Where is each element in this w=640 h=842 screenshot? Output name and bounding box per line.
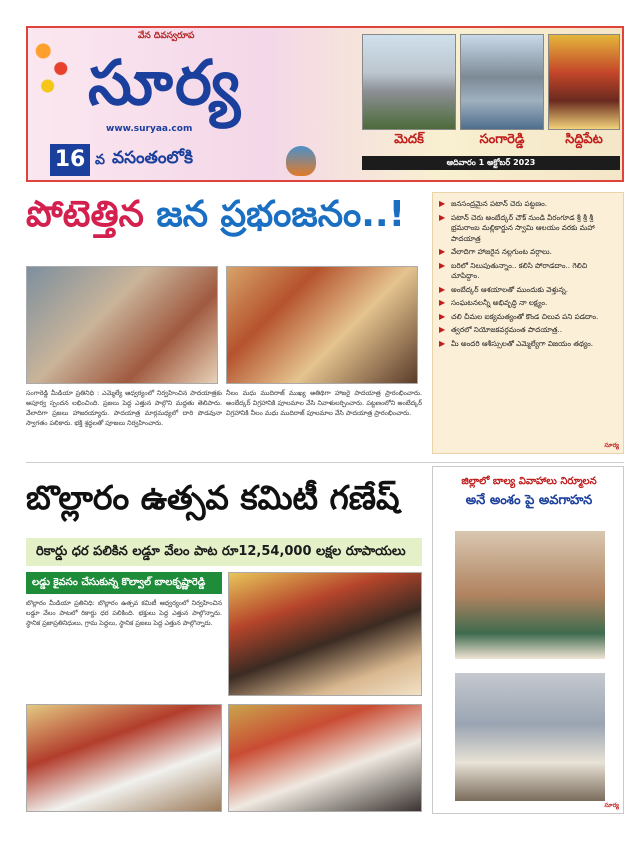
list-item: ▶ మీ అందరి ఆశీస్సులతో ఎమ్మెల్యేగా విజయం తథ్యం.: [439, 338, 594, 348]
masthead-tagline: వేన దివస్వరూప: [138, 31, 195, 41]
arrow-icon: ▶: [439, 311, 446, 321]
laddu-auction-subhead: రికార్డు ధర పలికిన లడ్డూ వేలం పాట రూ12,54,000 లక్షల రూపాయలు: [26, 538, 422, 566]
anniversary-number: 16: [50, 144, 90, 176]
place-caption-sangareddy: సంగారెడ్డి: [479, 132, 525, 147]
arrow-icon: ▶: [439, 212, 446, 222]
ganesh-idol-photo: [228, 572, 422, 696]
highlights-list: [433, 193, 623, 349]
list-item: ▶ పటాన్ చెరు అంబేద్కర్ చౌక్ నుండి వీరంగూడ శ్రీ శ్రీ శ్రీ భ్రమరాంబ మల్లికార్జున స్వామి ఆలయం వరకు మహా పాదయాత్ర: [439, 212, 595, 243]
top-story-body-right: నీలం మధు ముదిరాజ్ ముఖ్య అతిథిగా హాజరై పాదయాత్ర ప్రారంభించారు. అంబేద్కర్ విగ్రహానికి పూలమాల వేసి నివాళులర్పించారు. పట్టణంలోని అంబేద్కర్ విగ్రహానికి నీలం మధు ముదిరాజ్ పూలమాల వేసి పాదయాత్ర ప్రారంభించారు.: [226, 389, 422, 417]
meeting-hall-photo: [455, 673, 605, 801]
bird-illustration: [286, 146, 316, 176]
section-divider: [26, 462, 624, 463]
arrow-icon: ▶: [439, 338, 446, 348]
website-url[interactable]: www.suryaa.com: [106, 124, 193, 134]
rally-photo-right: [226, 266, 418, 384]
awareness-title-line2: అనే అంశం పై అవగాహన: [465, 493, 593, 508]
place-caption-medak: మెదక్: [394, 132, 424, 147]
ganesh-headline: బొల్లారం ఉత్సవ కమిటీ గణేష్: [26, 478, 400, 517]
siddipet-temple-photo: [548, 34, 620, 130]
issue-date: ఆదివారం 1 అక్టోబర్ 2023: [362, 156, 620, 170]
laddu-winner-label: లడ్డు కైవసం చేసుకున్న కొల్వాల్ బాలకృష్ణారెడ్డి: [26, 572, 222, 594]
list-item: ▶ వేలాదిగా హాజరైన నల్లగుంట వర్గాలు.: [439, 247, 552, 256]
ganesh-story-body: బొల్లారం మీడియా ప్రతినిధి: బొల్లారం ఉత్సవ కమిటీ ఆధ్వర్యంలో నిర్వహించిన లడ్డూ వేలం పాటలో రికార్డు ధర పలికింది. భక్తులు పెద్ద ఎత్తున పాల్గొన్నారు. స్థానిక ప్రజాప్రతినిధులు, గ్రామ పెద్దలు, స్థానిక ప్రజలు పెద్ద ఎత్తున పాల్గొన్నారు.: [26, 599, 222, 627]
top-headline: [26, 194, 426, 244]
top-story-body-left: సంగారెడ్డి మీడియా ప్రతినిధి : ఎమ్మెల్యే ఆధ్వర్యంలో నిర్వహించిన పాదయాత్రకు అపూర్వ స్పందన లభించింది. ప్రజలు పెద్ద ఎత్తున పాల్గొని మద్దతు తెలిపారు. వేలాదిగా ప్రజలు హాజరయ్యారు. పాదయాత్ర మార్గమధ్యలో దారి పొడవునా స్వాగతం పలికారు. భక్తి శ్రద్ధలతో పూజలు నిర్వహించారు.: [26, 389, 222, 427]
arrow-icon: ▶: [439, 199, 446, 208]
top-headline-part1: పోటెత్తిన: [26, 194, 144, 235]
arrow-icon: ▶: [439, 284, 446, 294]
anniversary-banner: [50, 144, 320, 176]
anniversary-text: వసంతంలోకి: [112, 148, 193, 168]
list-item: ▶ చలి చీమల ఐక్యమత్యంతో కొండ చిలువ పని పడదాం.: [439, 311, 599, 321]
ganesh-event-photo-left: [26, 704, 222, 812]
rally-photo-left: [26, 266, 218, 384]
brand-mark: సూర్య: [604, 442, 619, 449]
top-headline-part2: జన ప్రభంజనం..!: [156, 194, 406, 235]
brand-mark: సూర్య: [604, 802, 619, 809]
awareness-box: [432, 466, 624, 814]
medak-church-photo: [362, 34, 456, 130]
sangareddy-dam-photo: [460, 34, 544, 130]
list-item: ▶ జనసంద్రమైన పటాన్ చెరు పట్టణం.: [439, 199, 548, 208]
highlights-sidebar: [432, 192, 624, 454]
arrow-icon: ▶: [439, 247, 446, 256]
list-item: ▶ సంఘటనలన్నీ అభివృద్ధి నా లక్ష్యం.: [439, 298, 548, 307]
anniversary-suffix: వ: [95, 152, 105, 168]
flower-decoration: [30, 30, 74, 100]
place-caption-siddipet: సిద్దిపేట: [565, 132, 603, 147]
arrow-icon: ▶: [439, 298, 446, 307]
ganesh-event-photo-right: [228, 704, 422, 812]
list-item: ▶ బరిలో నిలుపుతున్నాం.. కలిసి పోరాడదాం.. గెలిచి చూపిద్దాం.: [439, 260, 588, 280]
official-speaking-photo: [455, 531, 605, 659]
list-item: ▶ అంబేద్కర్ ఆశయాలతో ముందుకు వెళ్తున్న.: [439, 284, 569, 294]
masthead: [26, 26, 624, 182]
arrow-icon: ▶: [439, 325, 446, 334]
awareness-title-line1: జిల్లాలో బాల్య వివాహాలు నిర్మూలన: [461, 476, 597, 487]
newspaper-logo: సూర్య: [88, 46, 243, 119]
list-item: ▶ త్వరలో నియోజకవర్గమంత పాదయాత్ర..: [439, 325, 563, 334]
arrow-icon: ▶: [439, 260, 446, 270]
